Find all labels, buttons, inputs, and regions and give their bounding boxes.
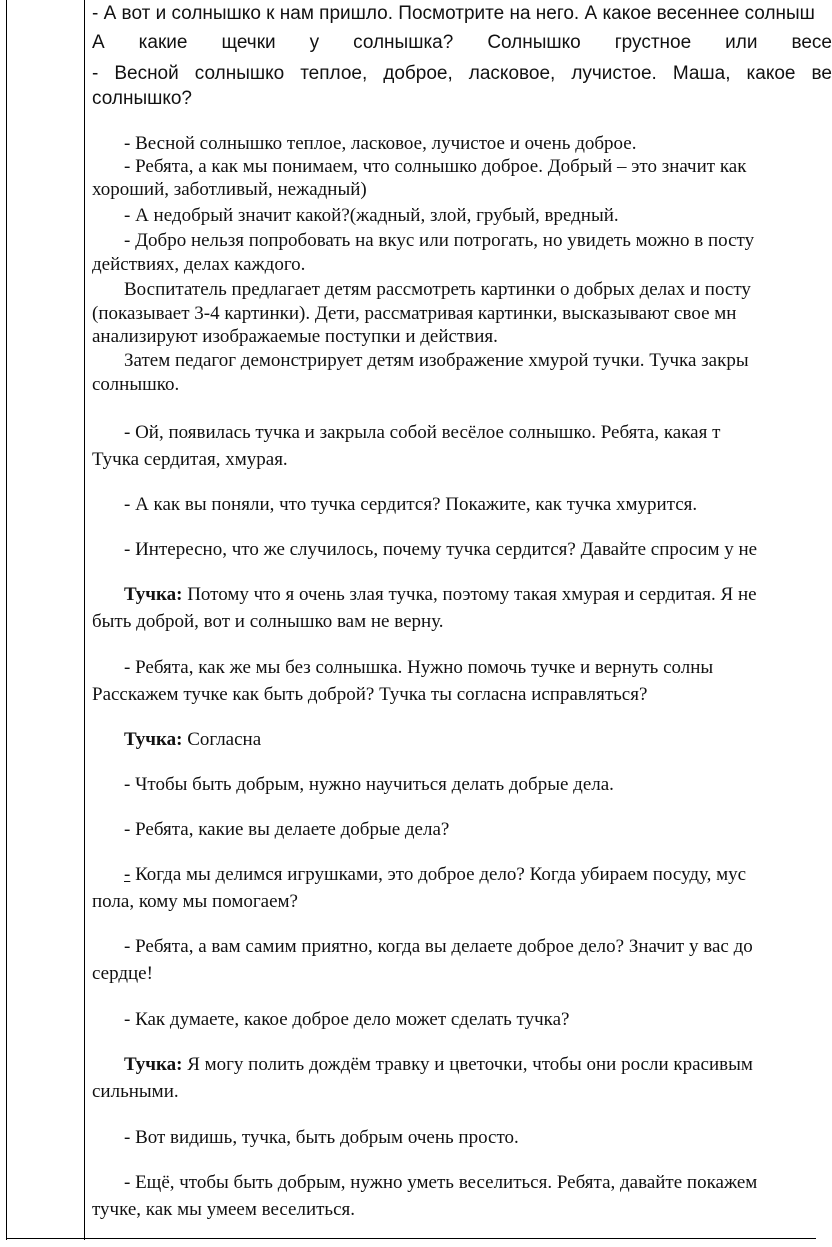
- text-line-justified: [92, 31, 832, 55]
- table-column-divider: [84, 0, 85, 1240]
- text-line: Тучка сердитая, хмурая.: [92, 449, 288, 470]
- word: теплое,: [300, 63, 368, 84]
- text-line: - Как думаете, какое доброе дело может сделать тучка?: [124, 1009, 570, 1030]
- text-line: - А недобрый значит какой?(жадный, злой, грубый, вредный.: [124, 205, 619, 226]
- text-line: пола, кому мы помогаем?: [92, 891, 298, 912]
- table-border-left: [6, 0, 7, 1240]
- word: Солнышко: [487, 32, 581, 53]
- text-line-justified: [92, 62, 832, 86]
- text-line: - Ребята, а как мы понимаем, что солнышко доброе. Добрый – это значит как: [124, 156, 747, 177]
- dialogue-text: Я могу полить дождём травку и цветочки, чтобы они росли красивым: [182, 1054, 753, 1075]
- speaker-label: Тучка:: [124, 729, 183, 750]
- text-line: анализируют изображаемые поступки и действия.: [92, 326, 498, 347]
- word: лучистое.: [571, 63, 657, 84]
- text-line: - Чтобы быть добрым, нужно научиться делать добрые дела.: [124, 774, 614, 795]
- text-line: - Ещё, чтобы быть добрым, нужно уметь веселиться. Ребята, давайте покажем: [124, 1172, 758, 1193]
- text-line: - А вот и солнышко к нам пришло. Посмотрите на него. А какое весеннее солныш: [92, 3, 815, 24]
- text-line: - А как вы поняли, что тучка сердится? Покажите, как тучка хмурится.: [124, 494, 698, 515]
- word: солнышка?: [353, 32, 454, 53]
- word: или: [725, 32, 758, 53]
- word: грустное: [614, 32, 692, 53]
- word: какое: [746, 63, 796, 84]
- word: весе: [791, 32, 832, 53]
- underlined-dash: -: [124, 864, 131, 885]
- dialogue-line: [124, 583, 757, 607]
- text-line: Затем педагог демонстрирует детям изображение хмурой тучки. Тучка закры: [124, 350, 749, 371]
- word: ласковое,: [468, 63, 556, 84]
- word: доброе,: [383, 63, 453, 84]
- text-line: - Вот видишь, тучка, быть добрым очень просто.: [124, 1127, 519, 1148]
- text-line: солнышко.: [92, 374, 180, 395]
- word: солнышко: [194, 63, 285, 84]
- text-line: действиях, делах каждого.: [92, 254, 306, 275]
- speaker-label: Тучка:: [124, 584, 183, 605]
- text-line: - Ребята, какие вы делаете добрые дела?: [124, 819, 450, 840]
- word: Маша,: [672, 63, 731, 84]
- text-line: сердце!: [92, 963, 153, 984]
- text-line: Расскажем тучке как быть доброй? Тучка ты согласна исправляться?: [92, 684, 648, 705]
- speaker-label: Тучка:: [124, 1054, 183, 1075]
- dialogue-line: [124, 1053, 753, 1077]
- dialogue-line: [124, 728, 261, 752]
- table-border-bottom: [6, 1238, 816, 1239]
- text-line: тучке, как мы умеем веселиться.: [92, 1199, 356, 1220]
- dialogue-line: [124, 863, 746, 887]
- lesson-text-cell: [92, 0, 832, 1238]
- text-line: - Ой, появилась тучка и закрыла собой весёлое солнышко. Ребята, какая т: [124, 422, 721, 443]
- word: Весной: [114, 63, 179, 84]
- word: какие: [138, 32, 188, 53]
- text-line: Воспитатель предлагает детям рассмотреть картинки о добрых делах и посту: [124, 279, 751, 300]
- word: щечки: [221, 32, 276, 53]
- word: А: [92, 32, 105, 53]
- word: -: [92, 63, 99, 84]
- text-line: солнышко?: [92, 88, 193, 109]
- text-line: сильными.: [92, 1081, 179, 1102]
- dialogue-text: Когда мы делимся игрушками, это доброе дело? Когда убираем посуду, мус: [130, 864, 747, 885]
- text-line: хороший, заботливый, нежадный): [92, 179, 367, 200]
- text-line: - Ребята, а вам самим приятно, когда вы делаете доброе дело? Значит у вас до: [124, 936, 753, 957]
- text-line: - Интересно, что же случилось, почему тучка сердится? Давайте спросим у не: [124, 539, 758, 560]
- dialogue-text: Согласна: [182, 729, 262, 750]
- text-line: быть доброй, вот и солнышко вам не верну.: [92, 611, 444, 632]
- text-line: - Добро нельзя попробовать на вкус или потрогать, но увидеть можно в посту: [124, 230, 755, 251]
- word: ве: [811, 63, 832, 84]
- text-line: (показывает 3-4 картинки). Дети, рассматривая картинки, высказывают свое мн: [92, 303, 737, 324]
- text-line: - Ребята, как же мы без солнышка. Нужно помочь тучке и вернуть солны: [124, 657, 714, 678]
- dialogue-text: Потому что я очень злая тучка, поэтому такая хмурая и сердитая. Я не: [182, 584, 757, 605]
- word: у: [309, 32, 320, 53]
- text-line: - Весной солнышко теплое, ласковое, лучистое и очень доброе.: [124, 133, 637, 154]
